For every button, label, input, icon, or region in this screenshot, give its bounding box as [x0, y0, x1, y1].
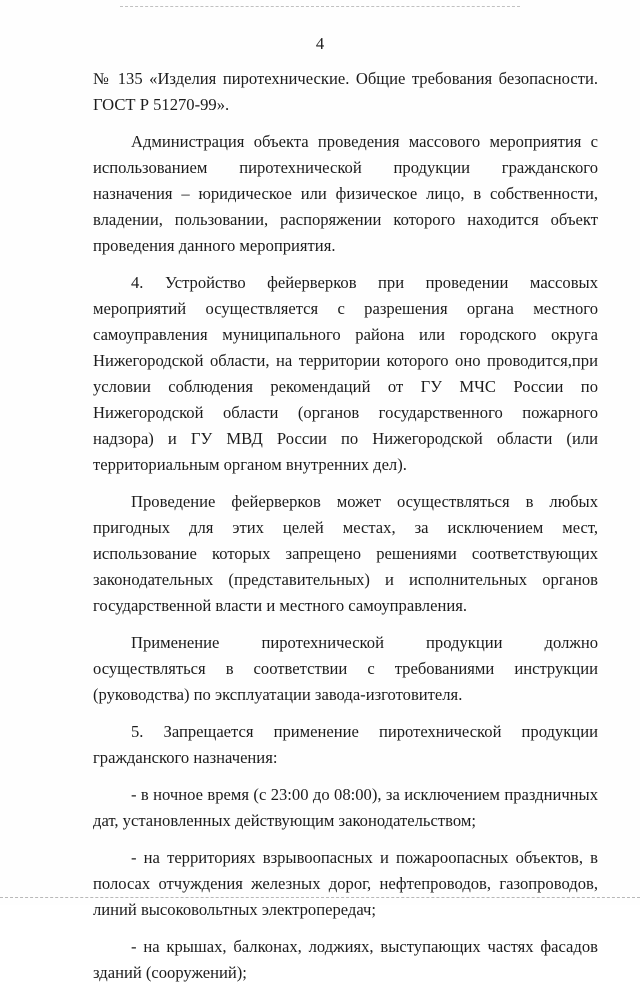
list-item-hazardous-territories: - на территориях взрывоопасных и пожароопасных объектов, в полосах отчуждения железных дорог, нефтепроводов, газопроводов, линий высоковольтных электропередач; [93, 848, 598, 919]
paragraph-item-4: 4. Устройство фейерверков при проведении массовых мероприятий осуществляется с разрешения органа местного самоуправления муниципального района или городского округа Нижегородской области, на территории которого оно проводится,при условии соблюдения рекомендаций от ГУ МЧС России по Нижегородской области (органов государственного пожарного надзора) и ГУ МВД России по Нижегородской области (или территориальным органом внутренних дел). [93, 273, 598, 474]
paragraph-instructions: Применение пиротехнической продукции должно осуществляться в соответствии с требованиями инструкции (руководства) по эксплуатации завода-изготовителя. [93, 633, 598, 704]
paragraph-fireworks-places: Проведение фейерверков может осуществляться в любых пригодных для этих целей местах, за исключением мест, использование которых запрещено решениями соответствующих законодательных (представительных) и исполнительных органов государственной власти и местного самоуправления. [93, 492, 598, 615]
paragraph-item-5: 5. Запрещается применение пиротехнической продукции гражданского назначения: [93, 722, 598, 767]
scan-edge-bottom [0, 897, 640, 898]
page-number: 4 [315, 34, 325, 53]
list-item-roofs-balconies: - на крышах, балконах, лоджиях, выступающих частях фасадов зданий (сооружений); [93, 937, 598, 982]
scan-edge-top [120, 6, 520, 7]
paragraph-gost-reference: № 135 «Изделия пиротехнические. Общие требования безопасности. ГОСТ Р 51270-99». [93, 69, 598, 114]
list-item-night-time: - в ночное время (с 23:00 до 08:00), за исключением праздничных дат, установленных действующим законодательством; [93, 785, 598, 830]
document-body [93, 66, 598, 997]
paragraph-administration: Администрация объекта проведения массового мероприятия с использованием пиротехнической продукции гражданского назначения – юридическое или физическое лицо, в собственности, владении, пользовании, распоряжении которого находится объект проведения данного мероприятия. [93, 132, 598, 255]
